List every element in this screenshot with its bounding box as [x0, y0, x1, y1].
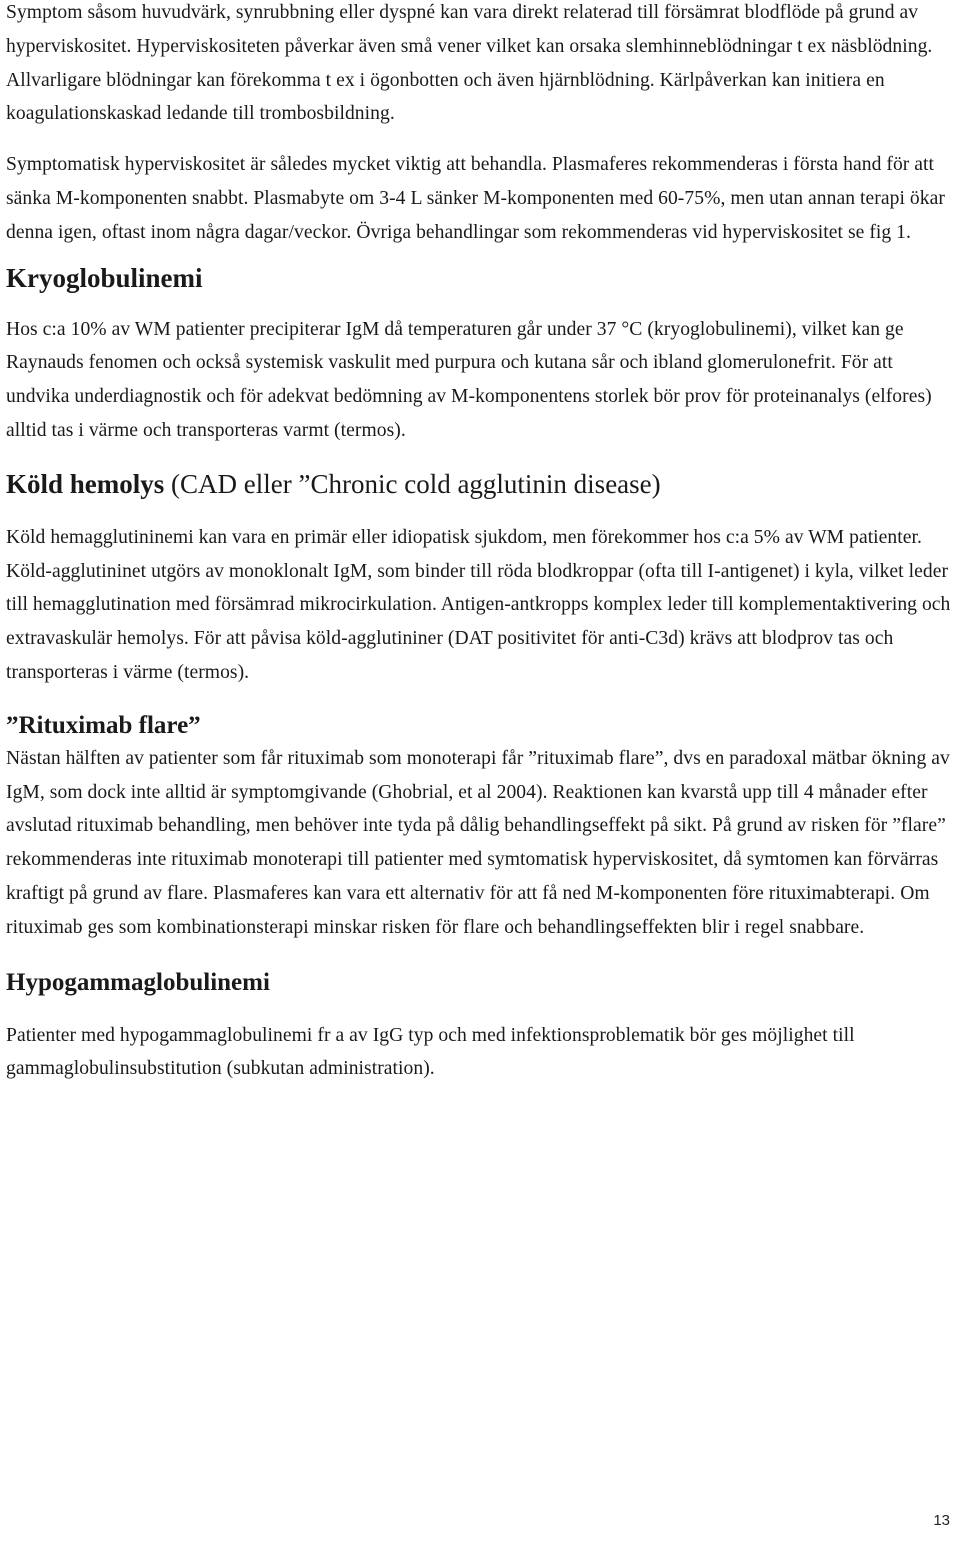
heading-kold-hemolys [6, 466, 956, 502]
page-number: 13 [933, 1512, 950, 1529]
heading-kryoglobulinemi: Kryoglobulinemi [6, 262, 203, 293]
paragraph-rituximab-flare: Nästan hälften av patienter som får rituximab som monoterapi får ”rituximab flare”, dvs en paradoxal mätbar ökning av IgM, som dock inte alltid är symptomgivande (Ghobrial, et al 2004). Reaktionen kan kvarstå upp till 4 månader efter avslutad rituximab behandling, men behöver inte tyda på dålig behandlingseffekt på sikt. På grund av risken för ”flare” rekommenderas inte rituximab monoterapi till patienter med symtomatisk hyperviskositet, då symtomen kan förvärras kraftigt på grund av flare. Plasmaferes kan vara ett alternativ för att få ned M-komponenten före rituximabterapi. Om rituximab ges som kombinationsterapi minskar risken för flare och behandlingseffekten blir i regel snabbare. [6, 747, 950, 938]
paragraph-hyperviscosity-symptoms: Symptom såsom huvudvärk, synrubbning eller dyspné kan vara direkt relaterad till försämrat blodflöde på grund av hyperviskositet. Hyperviskositeten påverkar även små vener vilket kan orsaka slemhinneblödningar t ex näsblödning. Allvarligare blödningar kan förekomma t ex i ögonbotten och även hjärnblödning. Kärlpåverkan kan initiera en koagulationskaskad ledande till trombosbildning. [6, 2, 933, 125]
paragraph-kold-hemolys: Köld hemagglutininemi kan vara en primär eller idiopatisk sjukdom, men förekommer hos c:a 5% av WM patienter. Köld-agglutininet utgörs av monoklonalt IgM, som binder till röda blodkroppar (ofta till I-antigenet) i kyla, vilket leder till hemagglutination med försämrad mikrocirkulation. Antigen-antkropps komplex leder till komplementaktivering och extravaskulär hemolys. För att påvisa köld-agglutininer (DAT positivitet för anti-C3d) krävs att blodprov tas och transporteras i värme (termos). [6, 526, 951, 683]
document-page [6, 0, 956, 1086]
paragraph-hypogammaglobulinemi: Patienter med hypogammaglobulinemi fr a av IgG typ och med infektionsproblematik bör ges möjlighet till gammaglobulinsubstitution (subkutan administration). [6, 1024, 855, 1080]
heading-kold-hemolys-rest: (CAD eller ”Chronic cold agglutinin disease) [164, 468, 661, 499]
paragraph-hyperviscosity-treatment: Symptomatisk hyperviskositet är således mycket viktig att behandla. Plasmaferes rekommenderas i första hand för att sänka M-komponenten snabbt. Plasmabyte om 3-4 L sänker M-komponenten med 60-75%, men utan annan terapi ökar denna igen, oftast inom några dagar/veckor. Övriga behandlingar som rekommenderas vid hyperviskositet se fig 1. [6, 154, 945, 243]
heading-rituximab-flare: ”Rituximab flare” [6, 711, 201, 739]
heading-kold-hemolys-bold: Köld hemolys [6, 468, 165, 499]
paragraph-kryoglobulinemi: Hos c:a 10% av WM patienter precipiterar IgM då temperaturen går under 37 °C (kryoglobulinemi), vilket kan ge Raynauds fenomen och också systemisk vaskulit med purpura och kutana sår och ibland glomerulonefrit. För att undvika underdiagnostik och för adekvat bedömning av M-komponentens storlek bör prov för proteinanalys (elfores) alltid tas i värme och transporteras varmt (termos). [6, 318, 932, 441]
heading-hypogammaglobulinemi: Hypogammaglobulinemi [6, 968, 270, 996]
